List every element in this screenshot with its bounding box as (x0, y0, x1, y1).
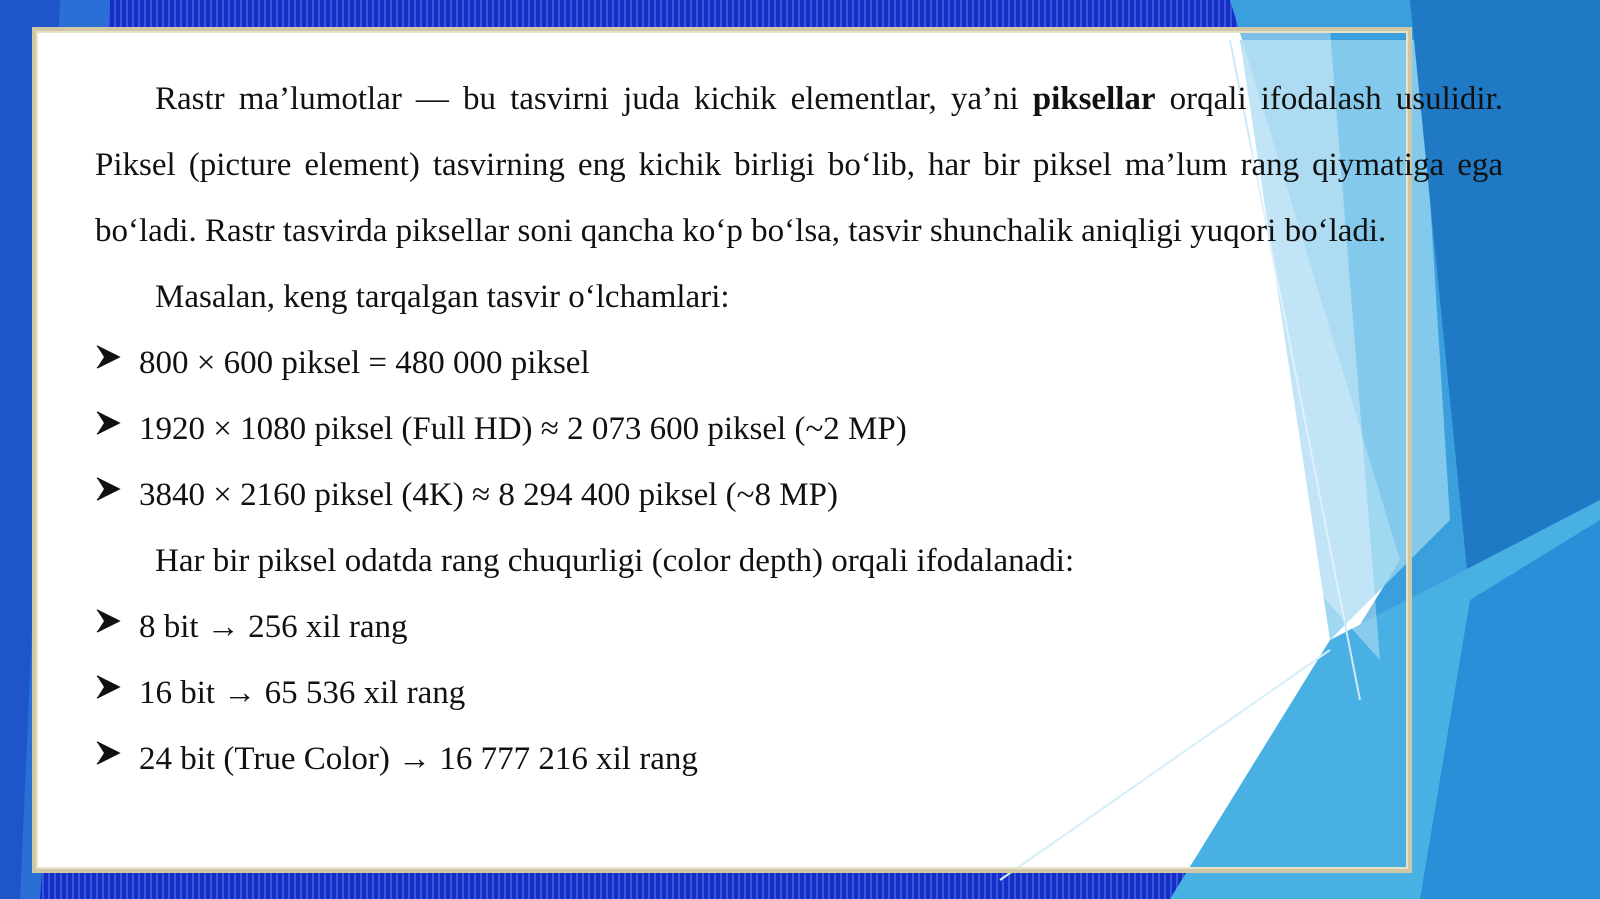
list-item (95, 396, 1503, 462)
list-item-text: 8 bit → 256 xil rang (139, 609, 408, 645)
arrowhead-bullet-icon (95, 476, 139, 502)
arrowhead-bullet-icon (95, 674, 139, 700)
arrowhead-bullet-icon (95, 608, 139, 634)
arrowhead-bullet-icon (95, 740, 139, 766)
arrowhead-bullet-icon (95, 410, 139, 436)
list-item-text: 24 bit (True Color) → 16 777 216 xil rang (139, 741, 698, 777)
intro-text-before: Rastr ma’lumotlar — bu tasvirni juda kichik elementlar, ya’ni (155, 81, 1033, 117)
list-item (95, 660, 1503, 726)
list-item-text: 3840 × 2160 piksel (4K) ≈ 8 294 400 piksel (~8 MP) (139, 477, 838, 513)
list-item (95, 462, 1503, 528)
intro-bold-term: piksellar (1032, 81, 1156, 117)
intro-text-after: orqali ifodalash usulidir. Piksel (picture element) tasvirning eng kichik birligi bo‘lib, har bir piksel ma’lum rang qiymatiga ega bo‘ladi. Rastr tasvirda piksellar soni qancha ko‘p bo‘lsa, tasvir shunchalik aniqligi yuqori bo‘ladi. (95, 81, 1504, 249)
resolutions-intro: Masalan, keng tarqalgan tasvir o‘lchamlari: (155, 279, 730, 315)
list-item (95, 330, 1503, 396)
arrowhead-bullet-icon (95, 344, 139, 370)
list-item-text: 1920 × 1080 piksel (Full HD) ≈ 2 073 600 piksel (~2 MP) (139, 411, 907, 447)
depth-intro: Har bir piksel odatda rang chuqurligi (color depth) orqali ifodalanadi: (155, 543, 1075, 579)
list-item (95, 726, 1503, 792)
slide-content (95, 66, 1503, 792)
list-item-text: 800 × 600 piksel = 480 000 piksel (139, 345, 590, 381)
list-item (95, 594, 1503, 660)
list-item-text: 16 bit → 65 536 xil rang (139, 675, 466, 711)
intro-paragraph (95, 66, 1503, 264)
